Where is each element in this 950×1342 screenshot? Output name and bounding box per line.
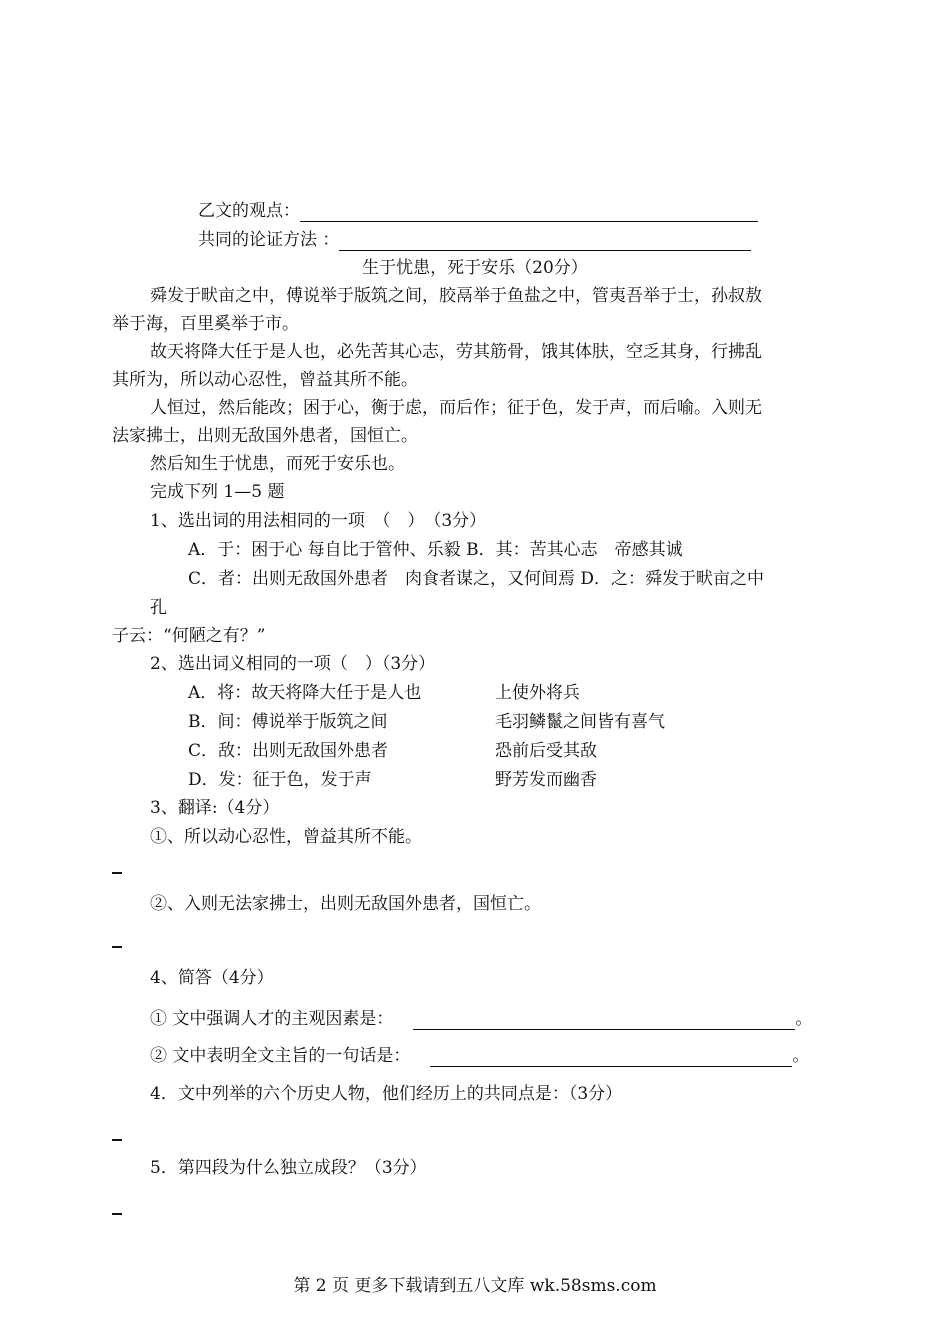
q3-item1: ①、所以动心忍性，曾益其所不能。	[150, 827, 422, 847]
q4-item2-answer-line[interactable]	[430, 1048, 792, 1067]
page-footer: 第 2 页 更多下载请到五八文库 wk.58sms.com	[293, 1276, 657, 1296]
instructions: 完成下列 1—5 题	[150, 482, 285, 502]
q1-options-cd: C．者：出则无敌国外患者 肉食者谋之，又何间焉 D．之：舜发于畎亩之中	[188, 569, 765, 589]
yiwen-viewpoint-answer-line[interactable]	[300, 203, 758, 222]
yiwen-viewpoint-label: 乙文的观点：	[198, 201, 300, 221]
passage-p4-line1: 然后知生于忧患，而死于安乐也。	[150, 454, 405, 474]
argument-method-row	[198, 229, 751, 251]
q4-stem: 4、简答（4分）	[150, 968, 274, 988]
passage-p1-line1: 舜发于畎亩之中，傅说举于版筑之间，胶鬲举于鱼盐之中，管夷吾举于士，孙叔敖	[150, 286, 762, 306]
q5-answer-line[interactable]	[112, 1213, 122, 1215]
q4-item1-answer-line[interactable]	[413, 1011, 795, 1030]
q4-item1-period: 。	[795, 1009, 813, 1029]
q2-option-b-right: 毛羽鳞鬣之间皆有喜气	[495, 712, 665, 732]
passage-p2-line2: 其所为，所以动心忍性，曾益其所不能。	[112, 370, 418, 390]
yiwen-viewpoint-row	[198, 200, 758, 222]
q4-item1-row	[150, 1008, 812, 1030]
passage-p3-line2: 法家拂士，出则无敌国外患者，国恒亡。	[112, 426, 418, 446]
q3-answer1-line[interactable]	[112, 872, 122, 874]
q4b-stem: 4．文中列举的六个历史人物，他们经历上的共同点是：（3分）	[150, 1084, 623, 1104]
q1-wrap-line2: 子云：“何陋之有？”	[112, 626, 266, 646]
passage-p3-line1: 人恒过，然后能改；困于心，衡于虑，而后作；征于色，发于声，而后喻。入则无	[150, 398, 762, 418]
q1-stem: 1、选出词的用法相同的一项 （ ） （3分）	[150, 511, 487, 531]
q2-option-d-left: D．发：征于色，发于声	[188, 770, 372, 790]
passage-p1-line2: 举于海，百里奚举于市。	[112, 314, 299, 334]
q4-item1-label: ① 文中强调人才的主观因素是：	[150, 1009, 394, 1029]
passage-p2-line1: 故天将降大任于是人也，必先苦其心志，劳其筋骨，饿其体肤，空乏其身，行拂乱	[150, 342, 762, 362]
q1-options-ab: A．于：困于心 每自比于管仲、乐毅 B．其：苦其心志 帝感其诚	[188, 540, 683, 560]
q3-stem: 3、翻译:（4分）	[150, 798, 280, 818]
argument-method-label: 共同的论证方法 ：	[198, 230, 340, 250]
passage-title: 生于忧患，死于安乐（20分）	[362, 258, 588, 278]
q2-option-d-right: 野芳发而幽香	[495, 770, 597, 790]
q4-item2-period: 。	[792, 1046, 810, 1066]
q3-answer2-line[interactable]	[112, 946, 122, 948]
q4b-answer-line[interactable]	[112, 1139, 122, 1141]
argument-method-answer-line[interactable]	[339, 232, 751, 251]
q5-stem: 5．第四段为什么独立成段？（3分）	[150, 1158, 427, 1178]
q4-item2-label: ② 文中表明全文主旨的一句话是：	[150, 1046, 411, 1066]
q3-item2: ②、入则无法家拂士，出则无敌国外患者，国恒亡。	[150, 894, 541, 914]
q2-option-c-left: C．敌：出则无敌国外患者	[188, 741, 389, 761]
q2-option-b-left: B．间：傅说举于版筑之间	[188, 712, 388, 732]
q4-item2-row	[150, 1045, 809, 1067]
q2-option-c-right: 恐前后受其敌	[495, 741, 597, 761]
q2-option-a-left: A．将：故天将降大任于是人也	[188, 683, 422, 703]
q1-wrap-line1: 孔	[150, 598, 167, 618]
q2-stem: 2、选出词义相同的一项（ ）（3分）	[150, 654, 436, 674]
q2-option-a-right: 上使外将兵	[495, 683, 580, 703]
